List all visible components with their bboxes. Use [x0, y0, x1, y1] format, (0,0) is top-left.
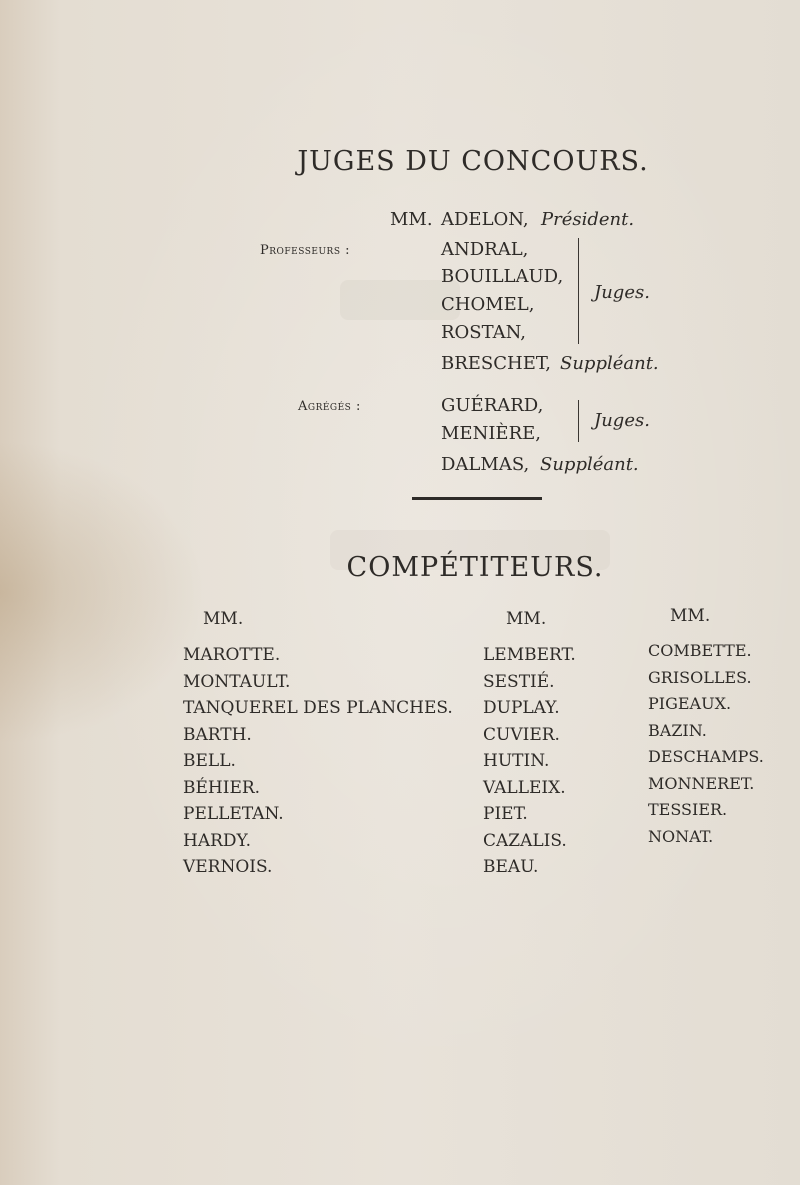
- competitor-name: PELLETAN.: [183, 804, 284, 824]
- agreges-substitute-name: DALMAS,: [441, 454, 530, 475]
- agrege-name: GUÉRARD,: [441, 395, 544, 416]
- agreges-label: Agrégés :: [298, 399, 361, 414]
- professor-name: ROSTAN,: [441, 322, 526, 343]
- professor-name: ANDRAL,: [441, 239, 529, 260]
- agreges-substitute-role: Suppléant.: [540, 454, 639, 475]
- column-header: MM.: [670, 606, 711, 626]
- competitor-name: GRISOLLES.: [648, 667, 752, 687]
- competitor-name: LEMBERT.: [483, 645, 576, 665]
- competitor-name: BAZIN.: [648, 720, 707, 740]
- president-role: Président.: [541, 209, 635, 230]
- professors-label: Professeurs :: [260, 243, 350, 258]
- column-header: MM.: [203, 609, 244, 629]
- competitor-name: CAZALIS.: [483, 830, 567, 851]
- competitor-name: DESCHAMPS.: [648, 747, 764, 766]
- competitor-name: VERNOIS.: [183, 857, 273, 877]
- judges-title: JUGES DU CONCOURS.: [297, 146, 649, 177]
- competitors-title: COMPÉTITEURS.: [346, 552, 604, 583]
- competitor-name: MONTAULT.: [183, 671, 291, 692]
- professors-role: Juges.: [594, 282, 650, 303]
- competitor-column-3: [648, 638, 764, 850]
- competitor-name: BARTH.: [183, 724, 252, 745]
- competitor-name: BEAU.: [483, 857, 539, 877]
- competitor-name: CUVIER.: [483, 724, 560, 745]
- competitor-name: TANQUEREL DES PLANCHES.: [183, 698, 453, 718]
- competitor-name: VALLEIX.: [483, 777, 566, 798]
- section-divider: [412, 497, 542, 500]
- professors-substitute-name: BRESCHET,: [441, 353, 551, 374]
- competitor-name: PIET.: [483, 804, 528, 824]
- competitor-column-1: [183, 642, 453, 881]
- agreges-brace: [572, 400, 579, 442]
- president-name: ADELON,: [441, 209, 529, 230]
- competitor-name: NONAT.: [648, 826, 714, 846]
- competitor-name: MAROTTE.: [183, 645, 281, 665]
- competitor-column-2: [483, 642, 576, 881]
- column-header: MM.: [506, 609, 547, 629]
- competitor-name: HARDY.: [183, 830, 251, 851]
- professor-name: CHOMEL,: [441, 294, 535, 315]
- competitor-name: MONNERET.: [648, 773, 755, 793]
- competitor-name: BELL.: [183, 751, 236, 771]
- professors-substitute-role: Suppléant.: [560, 353, 659, 374]
- competitor-name: DUPLAY.: [483, 698, 560, 718]
- competitor-name: COMBETTE.: [648, 641, 752, 660]
- competitor-name: HUTIN.: [483, 751, 550, 771]
- president-prefix: MM.: [390, 209, 433, 230]
- professors-brace: [572, 238, 579, 344]
- competitor-name: SESTIÉ.: [483, 671, 555, 692]
- agrege-name: MENIÈRE,: [441, 423, 541, 444]
- competitor-name: BÉHIER.: [183, 777, 261, 798]
- competitor-name: PIGEAUX.: [648, 694, 732, 713]
- professor-name: BOUILLAUD,: [441, 266, 564, 287]
- agreges-role: Juges.: [594, 410, 650, 431]
- competitor-name: TESSIER.: [648, 800, 728, 819]
